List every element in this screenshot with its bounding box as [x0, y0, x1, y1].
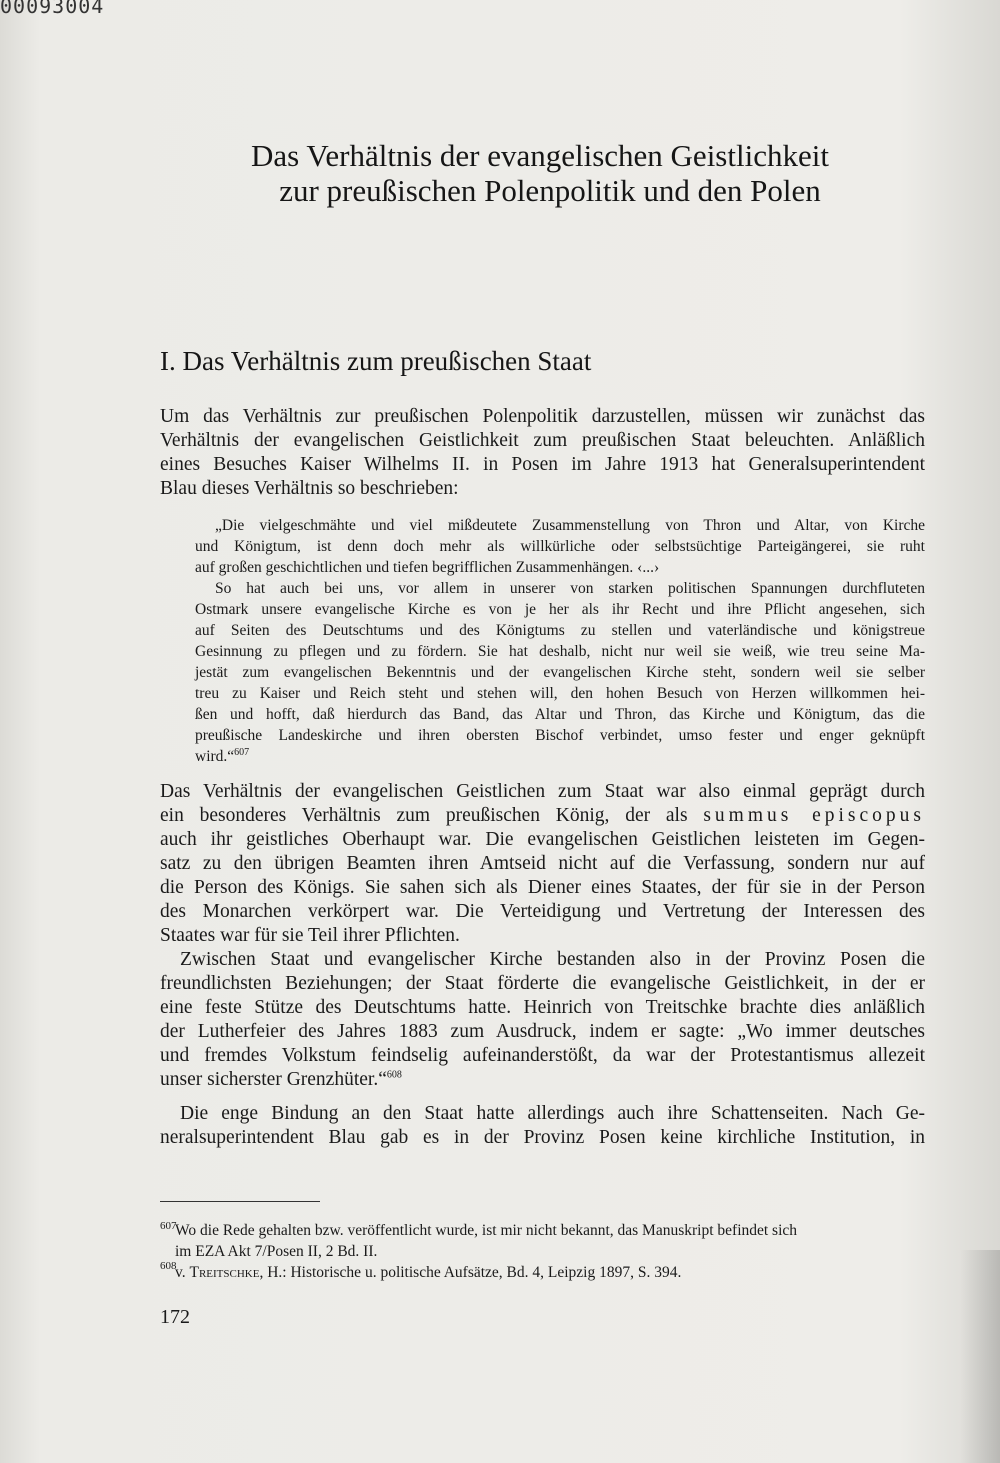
footnote-line: im EZA Akt 7/Posen II, 2 Bd. II.: [175, 1243, 378, 1260]
paragraph-line: neralsuperintendent Blau gab es in der Provinz Posen keine kirchliche Institution, in: [160, 1127, 925, 1148]
paragraph-line: eines Besuches Kaiser Wilhelms II. in Posen im Jahre 1913 hat Generalsuperintendent: [160, 454, 925, 475]
footnote-ref-608[interactable]: 608: [386, 1069, 402, 1081]
section-heading: I. Das Verhältnis zum preußischen Staat: [160, 346, 592, 376]
paragraph-line: die Person des Königs. Sie sahen sich als Diener eines Staates, der für sie in der Person: [160, 877, 925, 898]
quote-line: auf großen geschichtlichen und tiefen begrifflichen Zusammenhängen. ‹...›: [195, 559, 660, 576]
chapter-title-line2: zur preußischen Polenpolitik und den Polen: [279, 173, 821, 208]
footnote-number: 608: [160, 1260, 177, 1272]
paragraph-line: auch ihr geistliches Oberhaupt war. Die evangelischen Geistlichen leisteten im Gegen-: [160, 829, 925, 850]
paragraph-line: Blau dieses Verhältnis so beschrieben:: [160, 478, 459, 499]
paragraph-line: Staates war für sie Teil ihrer Pflichten.: [160, 925, 460, 946]
quote-line: ßen und hofft, daß hierdurch das Band, das Altar und Thron, das Kirche und Königtum, das die: [195, 706, 925, 723]
paragraph-line: freundlichsten Beziehungen; der Staat förderte die evangelische Geistlichkeit, in der er: [160, 973, 925, 994]
quote-line: jestät zum evangelischen Bekenntnis und der evangelischen Kirche steht, sondern weil sie selber: [195, 664, 925, 681]
quote-end: wird.“: [195, 748, 235, 765]
footnote-citation: , H.: Historische u. politische Aufsätze, Bd. 4, Leipzig 1897, S. 394.: [259, 1264, 682, 1281]
paragraph-text: ein besonderes Verhältnis zum preußischen König, der als: [160, 805, 688, 826]
footnote-author: Treitschke: [189, 1264, 260, 1281]
paragraph-line: [160, 805, 925, 827]
quote-line: So hat auch bei uns, vor allem in unserer von starken politischen Spannungen durchfluteten: [215, 580, 925, 597]
paragraph-line: Die enge Bindung an den Staat hatte allerdings auch ihre Schattenseiten. Nach Ge-: [180, 1103, 925, 1124]
paragraph-line: und fremdes Volkstum feindselig aufeinanderstößt, da war der Protestantismus allezeit: [160, 1045, 925, 1066]
quote-line: Gesinnung zu pflegen und zu fördern. Sie hat deshalb, nicht nur weil sie weiß, wie treu seine Ma-: [195, 643, 925, 660]
footnote-rule: [160, 1201, 320, 1202]
quote-line: [195, 748, 905, 766]
paragraph-line: Verhältnis der evangelischen Geistlichkeit zum preußischen Staat beleuchten. Anläßlich: [160, 430, 925, 451]
paragraph-line: des Monarchen verkörpert war. Die Verteidigung und Vertretung der Interessen des: [160, 901, 925, 922]
scan-id: 00093004: [0, 0, 105, 18]
quote-line: Ostmark unsere evangelische Kirche es von je her als ihr Recht und ihre Pflicht angesehen, sich: [195, 601, 925, 618]
quote-line: auf Seiten des Deutschtums und des Königtums zu stellen und vaterländische und königstreue: [195, 622, 925, 639]
paragraph-line: [160, 1069, 925, 1091]
summus-episcopus: summus episcopus: [703, 805, 925, 826]
footnote-line: [175, 1264, 681, 1282]
paragraph-line: Um das Verhältnis zur preußischen Polenpolitik darzustellen, müssen wir zunächst das: [160, 406, 925, 427]
quote-line: „Die vielgeschmähte und viel mißdeutete Zusammenstellung von Thron und Altar, von Kirche: [215, 517, 925, 534]
paragraph-line: Zwischen Staat und evangelischer Kirche bestanden also in der Provinz Posen die: [180, 949, 925, 970]
page-number: 172: [160, 1306, 190, 1328]
paragraph-line: eine feste Stütze des Deutschtums hatte. Heinrich von Treitschke brachte dies anläßlich: [160, 997, 925, 1018]
footnote-line: Wo die Rede gehalten bzw. veröffentlicht wurde, ist mir nicht bekannt, das Manuskript befindet sich: [175, 1222, 798, 1239]
footnote-prefix: v.: [175, 1264, 186, 1281]
chapter-title-line1: Das Verhältnis der evangelischen Geistlichkeit: [251, 138, 829, 173]
paragraph-line: satz zu den übrigen Beamten ihren Amtseid nicht auf die Verfassung, sondern nur auf: [160, 853, 925, 874]
quote-line: treu zu Kaiser und Reich steht und stehen will, den hohen Besuch von Herzen willkommen hei-: [195, 685, 925, 702]
paragraph-line: der Lutherfeier des Jahres 1883 zum Ausdruck, indem er sagte: „Wo immer deutsches: [160, 1021, 925, 1042]
footnote-number: 607: [160, 1220, 177, 1232]
quote-line: preußische Landeskirche und ihren obersten Bischof verbindet, umso fester und enger geknüpft: [195, 727, 925, 744]
page-edge-shadow: [960, 1250, 1000, 1463]
footnote-ref-607[interactable]: 607: [234, 746, 250, 758]
quote-line: und Königtum, ist denn doch mehr als willkürliche oder selbstsüchtige Parteigängerei, sie ruht: [195, 538, 925, 555]
paragraph-line: Das Verhältnis der evangelischen Geistlichen zum Staat war also einmal geprägt durch: [160, 781, 925, 802]
paragraph-text: unser sicherster Grenzhüter.“: [160, 1069, 387, 1090]
